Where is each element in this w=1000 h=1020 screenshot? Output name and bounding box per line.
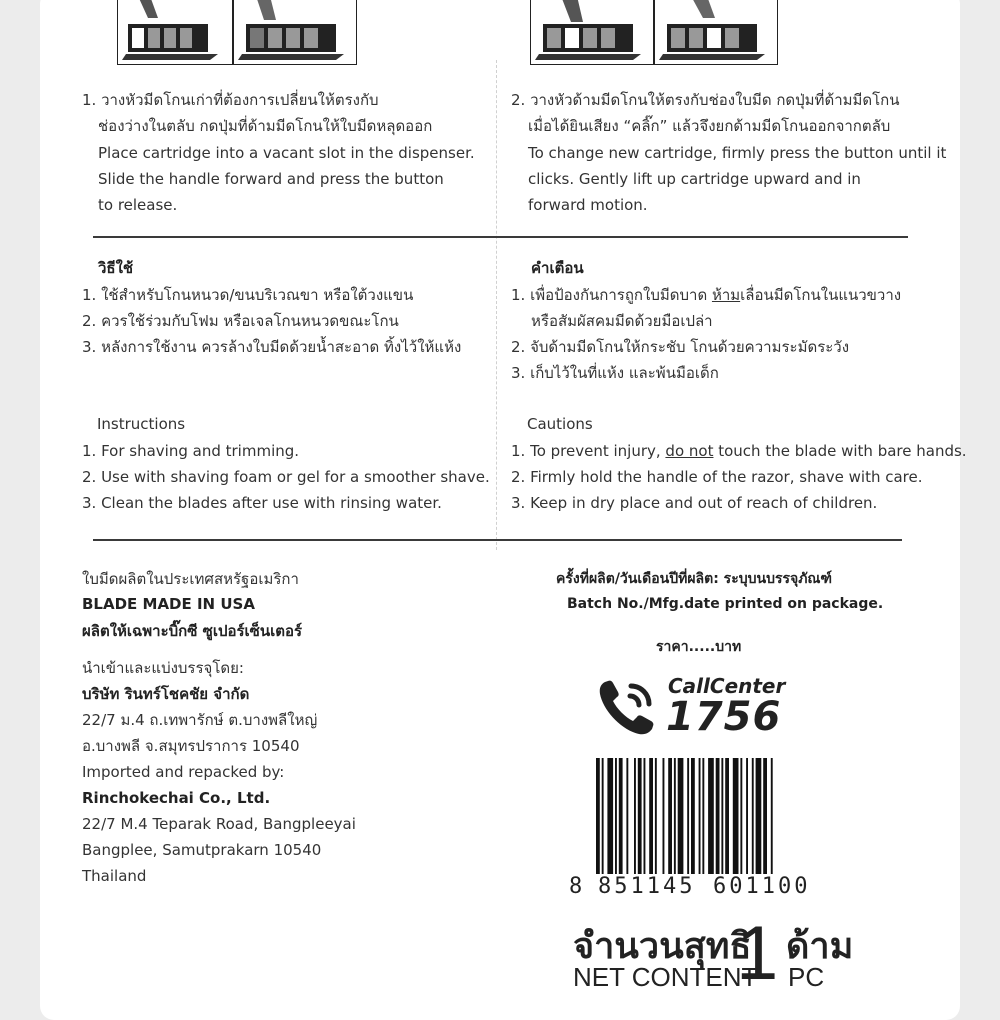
dispenser-illustration-icon (531, 0, 652, 63)
usage-th-item-1: 1. ใช้สำหรับโกนหนวด/ขนบริเวณขา หรือใต้วงแขน (82, 286, 414, 304)
cautions-en-item-2: 2. Firmly hold the handle of the razor, shave with care. (511, 468, 923, 486)
step1-th-line1: 1. วางหัวมีดโกนเก่าที่ต้องการเปลี่ยนให้ตรงกับ (82, 91, 379, 109)
usage-th-heading: วิธีใช้ (98, 259, 134, 277)
dispenser-illustration-icon (655, 0, 776, 63)
caution-th-item-3: 3. เก็บไว้ในที่แห้ง และพ้นมือเด็ก (511, 364, 719, 382)
net-content-unit-th: ด้าม (786, 925, 854, 966)
importer-th-addr1: 22/7 ม.4 ถ.เทพารักษ์ ต.บางพลีใหญ่ (82, 711, 318, 729)
step1-en-line3: to release. (98, 196, 178, 214)
dispenser-illustration-icon (234, 0, 355, 63)
origin-th: ใบมีดผลิตในประเทศสหรัฐอเมริกา (82, 570, 299, 588)
barcode-group-1: 851145 (598, 874, 696, 899)
importer-th-addr2: อ.บางพลี จ.สมุทรปราการ 10540 (82, 737, 300, 755)
net-content-qty: 1 (736, 911, 779, 996)
callcenter-label: CallCenter (668, 674, 786, 698)
made-for: ผลิตให้เฉพาะบิ๊กซี ซูเปอร์เซ็นเตอร์ (82, 622, 303, 640)
importer-th-company: บริษัท รินทร์โชคชัย จำกัด (82, 685, 250, 703)
batch-en: Batch No./Mfg.date printed on package. (567, 596, 884, 612)
caution-th-heading: คำเตือน (531, 259, 584, 277)
net-content-en: NET CONTENT (573, 962, 758, 992)
step2-diagram-b (654, 0, 778, 65)
importer-en-addr2: Bangplee, Samutprakarn 10540 (82, 841, 322, 859)
cautions-en-item-3: 3. Keep in dry place and out of reach of children. (511, 494, 878, 512)
net-content-th: จำนวนสุทธิ (573, 925, 752, 966)
importer-en-addr1: 22/7 M.4 Teparak Road, Bangpleeyai (82, 815, 356, 833)
divider-line-2 (93, 539, 902, 541)
step1-diagram-b (233, 0, 357, 65)
step1-th-line2: ช่องว่างในตลับ กดปุ่มที่ด้ามมีดโกนให้ใบมีดหลุดออก (98, 117, 433, 135)
step2-en-line3: forward motion. (528, 196, 648, 214)
step2-en-line1: To change new cartridge, firmly press the button until it (528, 144, 947, 162)
callcenter-number: 1756 (666, 694, 782, 740)
step2-th-line1: 2. วางหัวด้ามมีดโกนให้ตรงกับช่องใบมีด กดปุ่มที่ด้ามมีดโกน (511, 91, 900, 109)
center-divider (496, 60, 497, 550)
instructions-en-item-3: 3. Clean the blades after use with rinsing water. (82, 494, 442, 512)
divider-line-1 (93, 236, 908, 238)
importer-en-label: Imported and repacked by: (82, 763, 285, 781)
caution-th-item-2: 2. จับด้ามมีดโกนให้กระชับ โกนด้วยความระมัดระวัง (511, 338, 850, 356)
usage-th-item-2: 2. ควรใช้ร่วมกับโฟม หรือเจลโกนหนวดขณะโกน (82, 312, 399, 330)
phone-icon (597, 676, 659, 738)
origin-en: BLADE MADE IN USA (82, 595, 255, 613)
step2-diagram-a (530, 0, 654, 65)
step1-diagram-a (117, 0, 233, 65)
instructions-en-item-1: 1. For shaving and trimming. (82, 442, 300, 460)
barcode-group-2: 601100 (713, 874, 811, 899)
net-content-unit-en: PC (788, 962, 825, 992)
step2-th-line2: เมื่อได้ยินเสียง “คลิ๊ก” แล้วจึงยกด้ามมีดโกนออกจากตลับ (528, 117, 891, 135)
usage-th-item-3: 3. หลังการใช้งาน ควรล้างใบมีดด้วยน้ำสะอาด ทิ้งไว้ให้แห้ง (82, 338, 462, 356)
instructions-en-heading: Instructions (97, 415, 186, 433)
step1-en-line1: Place cartridge into a vacant slot in the dispenser. (98, 144, 475, 162)
step1-en-line2: Slide the handle forward and press the button (98, 170, 444, 188)
instructions-en-item-2: 2. Use with shaving foam or gel for a smoother shave. (82, 468, 490, 486)
cautions-en-heading: Cautions (527, 415, 593, 433)
importer-en-company: Rinchokechai Co., Ltd. (82, 789, 271, 807)
barcode-first-digit: 8 (569, 874, 583, 899)
price-label: ราคา.....บาท (656, 639, 742, 655)
cautions-en-item-1: 1. To prevent injury, do not touch the blade with bare hands. (511, 442, 967, 460)
importer-th-label: นำเข้าและแบ่งบรรจุโดย: (82, 659, 244, 677)
dispenser-illustration-icon (118, 0, 231, 63)
step2-en-line2: clicks. Gently lift up cartridge upward and in (528, 170, 861, 188)
caution-th-item-1-cont: หรือสัมผัสคมมีดด้วยมือเปล่า (531, 312, 713, 330)
importer-en-addr3: Thailand (82, 867, 147, 885)
caution-th-item-1: 1. เพื่อป้องกันการถูกใบมีดบาด ห้ามเลื่อนมีดโกนในแนวขวาง (511, 286, 902, 304)
barcode (594, 758, 830, 874)
batch-th: ครั้งที่ผลิต/วันเดือนปีที่ผลิต: ระบุบนบรรจุภัณฑ์ (556, 571, 833, 587)
